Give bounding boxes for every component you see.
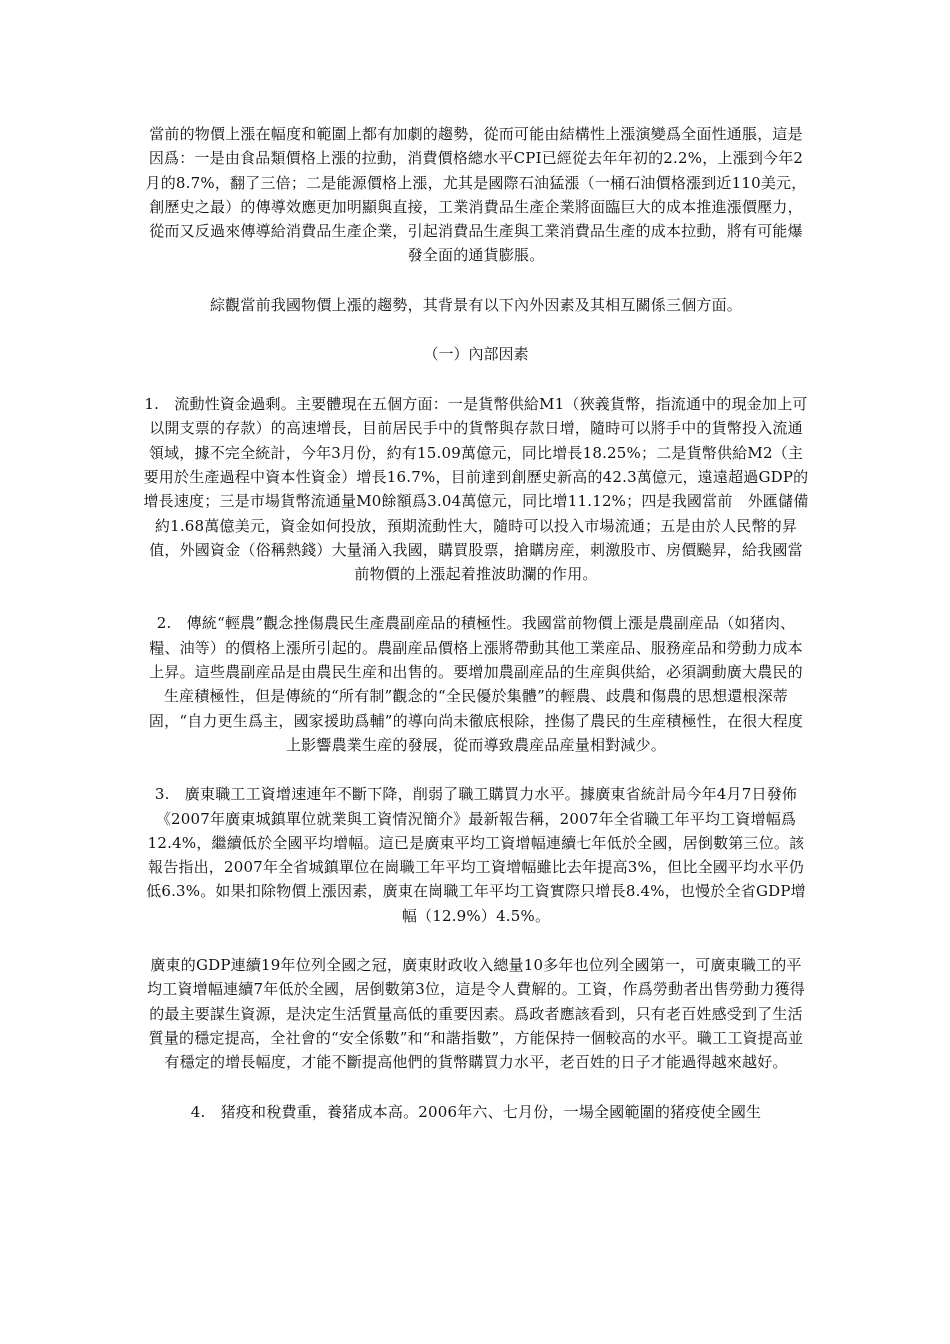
paragraph-item-4-pig-disease: 4. 猪疫和稅費重，養猪成本高。2006年六、七月份，一場全國範圍的猪疫使全國生 <box>190 1102 762 1121</box>
section-heading-internal-factors: （一）內部因素 <box>423 345 529 364</box>
document-body <box>143 122 809 1147</box>
paragraph-inflation-trend: 當前的物價上漲在幅度和範圍上都有加劇的趨勢，從而可能由結構性上漲演變爲全面性通脹，這是因爲：一是由食品類價格上漲的拉動，消費價格總水平CPI已經從去年年初的2.2%，上漲到今年2月的8.7%，翻了三倍；二是能源價格上漲，尤其是國際石油猛漲（一桶石油價格漲到近110美元，創歷史之最）的傳導效應更加明顯與直接，工業消費品生產企業將面臨巨大的成本推進漲價壓力，從而又反過來傳導給消費品生產企業，引起消費品生產與工業消費品生產的成本拉動，將有可能爆發全面的通貨膨脹。 <box>145 125 807 265</box>
paragraph-item-2-agriculture: 2. 傳統“輕農”觀念挫傷農民生產農副産品的積極性。我國當前物價上漲是農副産品（如猪肉、糧、油等）的價格上漲所引起的。農副産品價格上漲將帶動其他工業産品、服務産品和勞動力成本上昇。這些農副産品是由農民生産和出售的。要增加農副産品的生産與供給，必須調動廣大農民的生産積極性，但是傳統的“所有制”觀念的“全民優於集體”的輕農、歧農和傷農的思想還根深蒂固，“自力更生爲主，國家援助爲輔”的導向尚未徹底根除，挫傷了農民的生産積極性，在很大程度上影響農業生産的發展，從而導致農産品産量相對減少。 <box>148 614 804 754</box>
paragraph-background-intro: 綜觀當前我國物價上漲的趨勢，其背景有以下內外因素及其相互關係三個方面。 <box>209 295 742 314</box>
paragraph-item-3-wages: 3. 廣東職工工資增速連年不斷下降，削弱了職工購買力水平。據廣東省統計局今年4月7日發佈《2007年廣東城鎮單位就業與工資情況簡介》最新報告稱，2007年全省職工年平均工資增幅爲12.4%，繼續低於全國平均增幅。這已是廣東平均工資增幅連續七年低於全國，居倒數第三位。該報告指出，2007年全省城鎮單位在崗職工年平均工資增幅雖比去年提高3%，但比全國平均水平仍低6.3%。如果扣除物價上漲因素，廣東在崗職工年平均工資實際只增長8.4%，也慢於全省GDP增幅（12.9%）4.5%。 <box>146 785 806 925</box>
paragraph-item-1-liquidity: 1. 流動性資金過剩。主要體現在五個方面：一是貨幣供給M1（狹義貨幣，指流通中的現金加上可以開支票的存款）的高速增長，目前居民手中的貨幣與存款日增，隨時可以將手中的貨幣投入流通領域，據不完全統計，今年3月份，約有15.09萬億元，同比增長18.25%；二是貨幣供給M2（主要用於生產過程中資本性資金）增長16.7%，目前達到創歷史新高的42.3萬億元，遠遠超過GDP的增長速度；三是市場貨幣流通量M0餘額爲3.04萬億元，同比增11.12%；四是我國當前 外匯儲備約1.68萬億美元，資金如何投放，預期流動性大，隨時可以投入市場流通；五是由於人民幣的昇值，外國資金（俗稱熱錢）大量涌入我國，購買股票，搶購房産，刺激股市、房價飈昇，給我國當前物價的上漲起着推波助瀾的作用。 <box>143 395 809 584</box>
paragraph-guangdong-gdp: 廣東的GDP連續19年位列全國之冠，廣東財政收入總量10多年也位列全國第一，可廣東職工的平均工資增幅連續7年低於全國，居倒數第3位，這是令人費解的。工資，作爲勞動者出售勞動力獲得的最主要謀生資源，是決定生活質量高低的重要因素。爲政者應該看到，只有老百姓感受到了生活質量的穩定提高，全社會的“安全係數”和“和諧指數”，方能保持一個較高的水平。職工工資提高並有穩定的增長幅度，才能不斷提高他們的貨幣購買力水平，老百姓的日子才能過得越來越好。 <box>147 956 805 1072</box>
